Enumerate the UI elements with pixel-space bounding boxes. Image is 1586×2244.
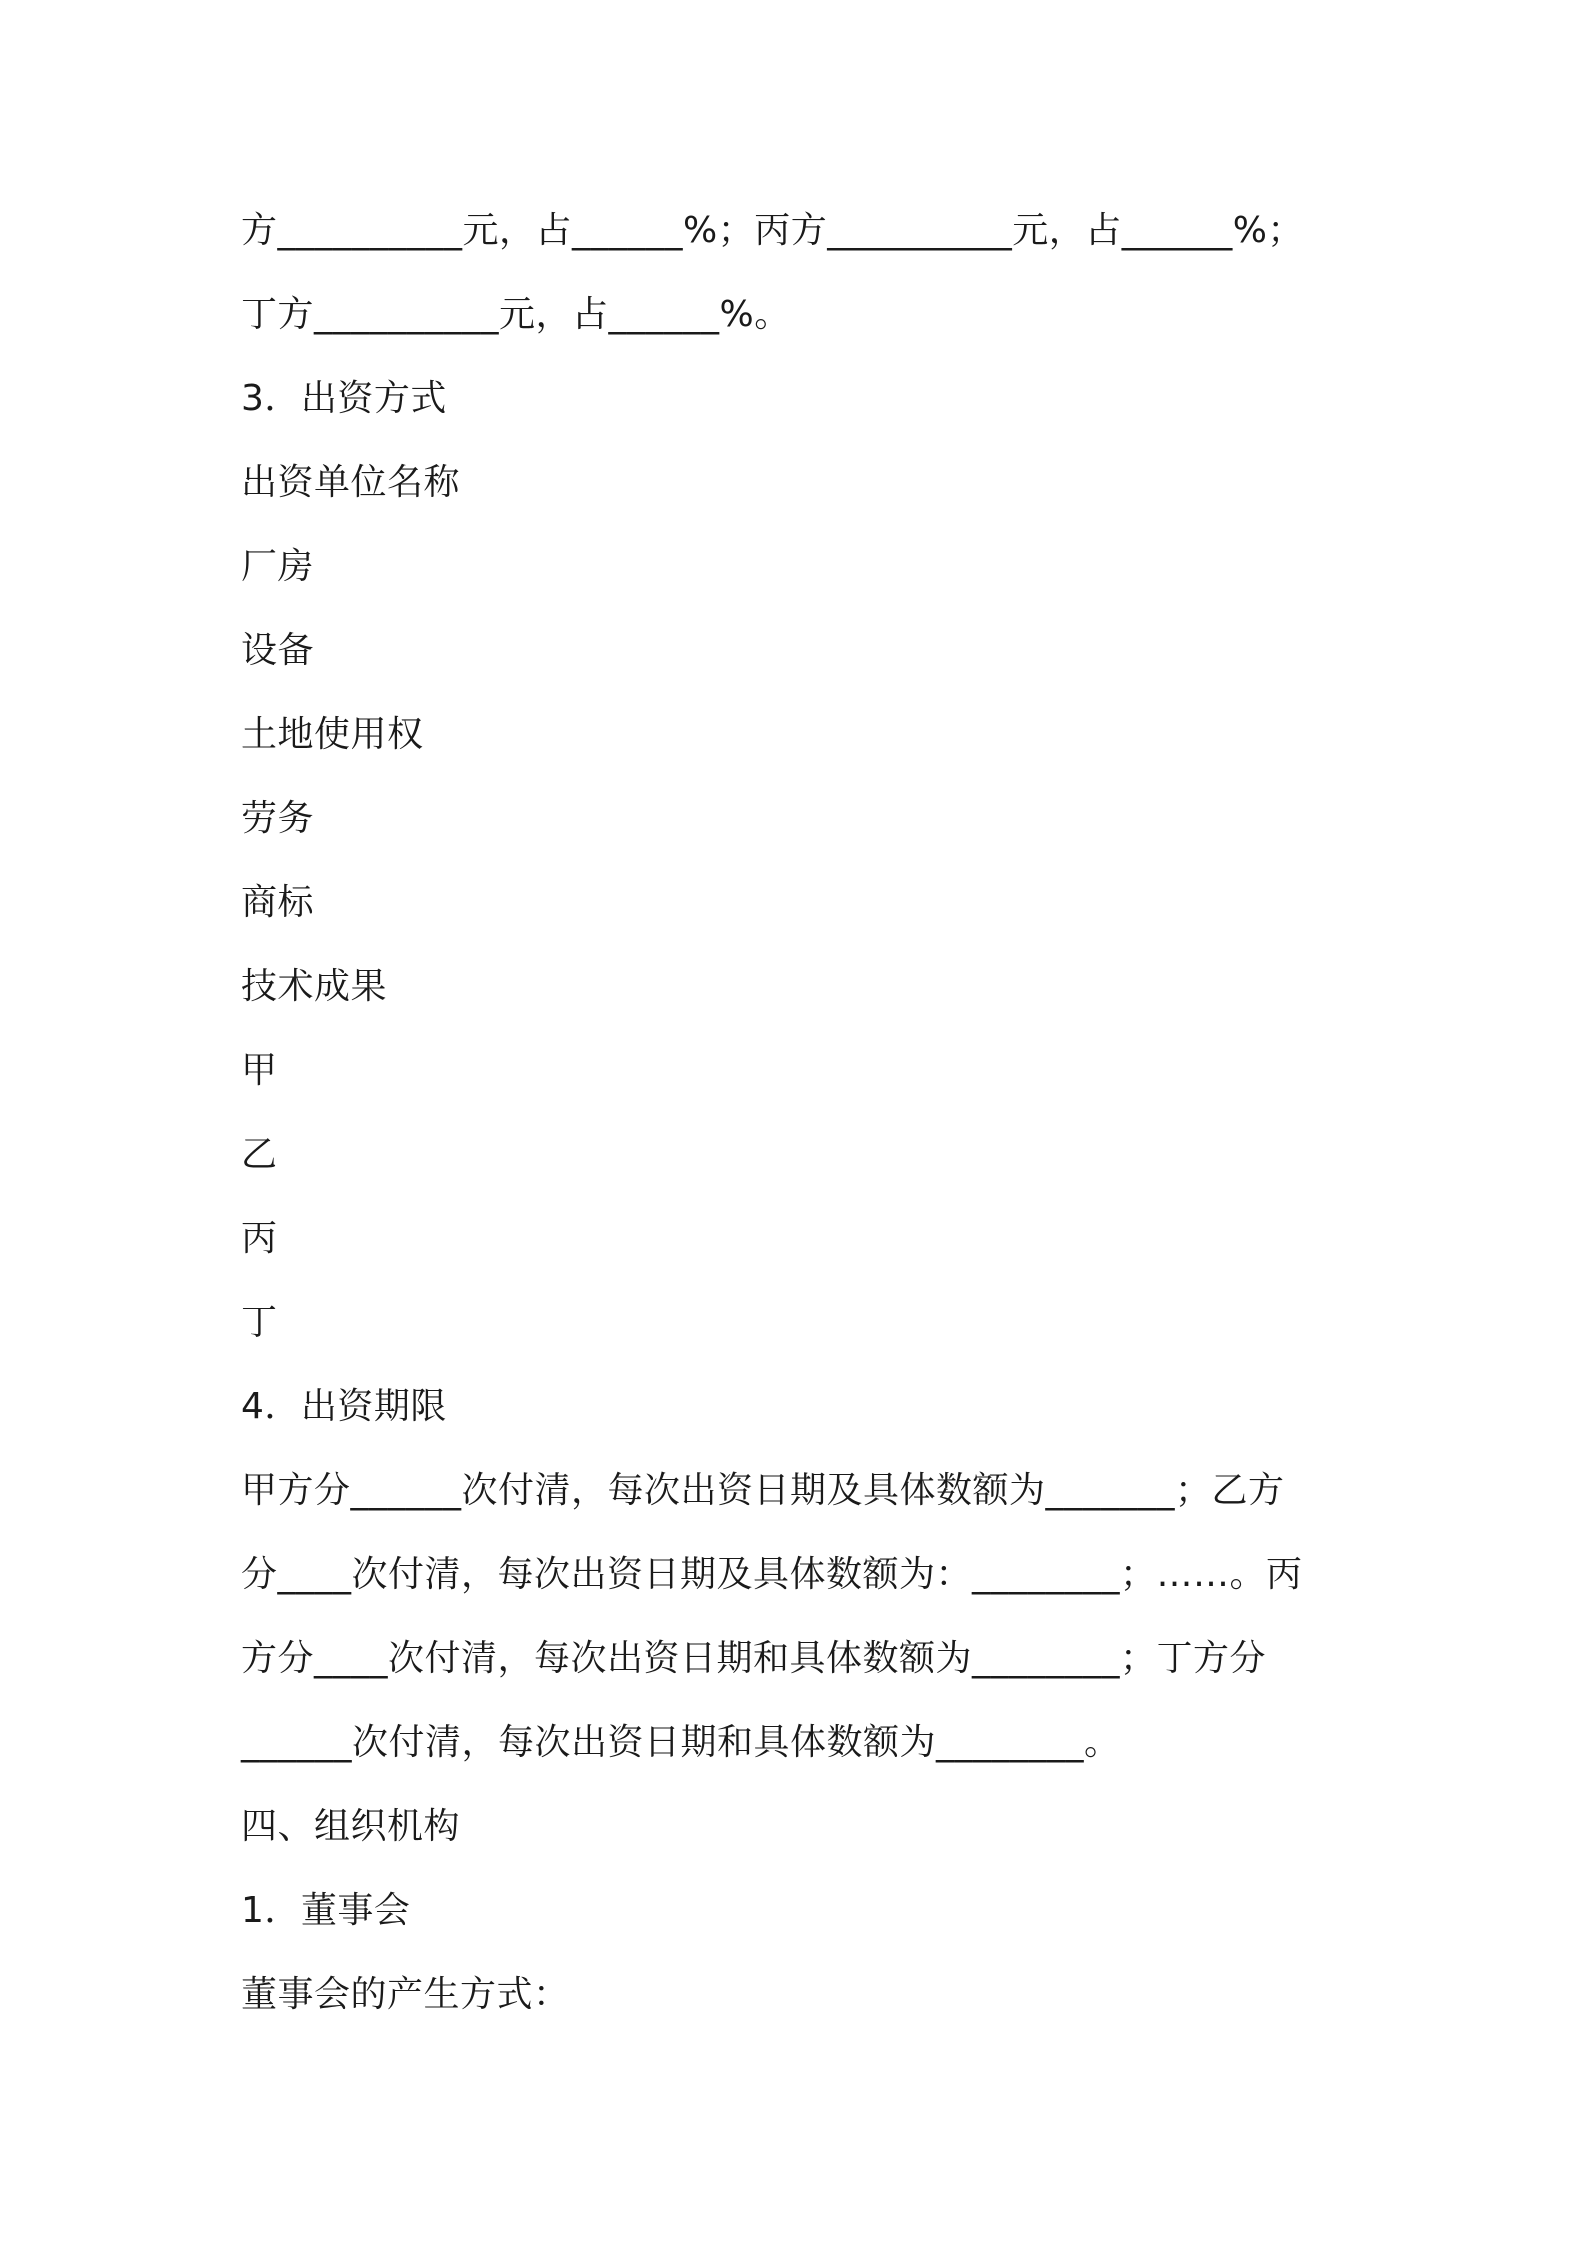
text-line: 甲方分______次付清，每次出资日期及具体数额为_______；乙方 xyxy=(241,1470,1285,1511)
text-line: 技术成果 xyxy=(241,966,388,1007)
text-line: 分____次付清，每次出资日期及具体数额为：________；……。丙 xyxy=(241,1554,1303,1595)
text-line: 董事会的产生方式： xyxy=(241,1974,570,2015)
section-heading: 3．出资方式 xyxy=(241,378,447,419)
text-line: 乙 xyxy=(241,1134,278,1175)
document-body xyxy=(241,200,1361,2048)
text-line: 土地使用权 xyxy=(241,714,424,755)
text-line: 方分____次付清，每次出资日期和具体数额为________；丁方分 xyxy=(241,1638,1267,1679)
text-line: ______次付清，每次出资日期和具体数额为________。 xyxy=(241,1722,1121,1763)
text-line: 出资单位名称 xyxy=(241,462,461,503)
text-line: 丁 xyxy=(241,1302,278,1343)
text-line: 设备 xyxy=(241,630,315,671)
text-line: 丙 xyxy=(241,1218,278,1259)
section-heading: 4．出资期限 xyxy=(241,1386,447,1427)
text-line: 劳务 xyxy=(241,798,315,839)
text-line: 厂房 xyxy=(241,546,315,587)
text-line: 商标 xyxy=(241,882,315,923)
text-line: 方__________元，占______%；丙方__________元，占______%； xyxy=(241,210,1304,251)
section-heading: 1．董事会 xyxy=(241,1890,411,1931)
text-line: 丁方__________元，占______%。 xyxy=(241,294,791,335)
chapter-heading: 四、组织机构 xyxy=(241,1806,461,1847)
text-line: 甲 xyxy=(241,1050,278,1091)
